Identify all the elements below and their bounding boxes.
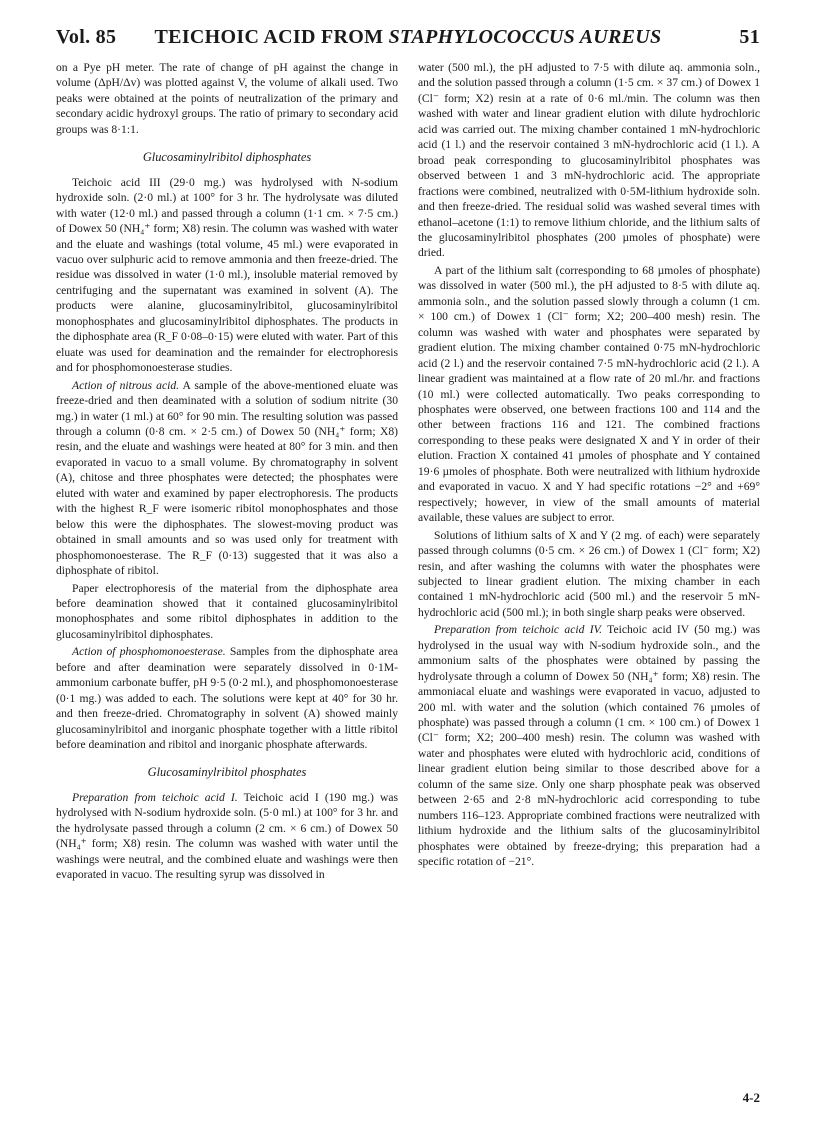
left-column — [56, 60, 398, 883]
run-in-heading: Action of phosphomonoesterase. — [72, 645, 226, 659]
running-header — [56, 26, 760, 52]
paragraph — [56, 378, 398, 579]
run-in-heading: Preparation from teichoic acid IV. — [434, 623, 603, 637]
paragraph: on a Pye pH meter. The rate of change of pH against the change in volume (ΔpH/Δv) was plotted against V, the volume of alkali used. Two peaks were obtained at the points of neutralization of the primary and secondary acidic hydroxyl groups. The ratio of primary to secondary acid groups was 8·1:1. — [56, 61, 398, 136]
page-number: 51 — [739, 26, 760, 48]
run-in-heading: Preparation from teichoic acid I. — [72, 790, 238, 804]
paragraph: Teichoic acid III (29·0 mg.) was hydrolysed with N-sodium hydroxide soln. (2·0 ml.) at 100° for 3 hr. The hydrolysate was diluted with water (12·0 ml.) and passed through a column (1·1 cm. × 7·5 cm.) of Dowex 50 (NH₄⁺ form; X8) resin. The column was washed with water and the eluate and washings (total volume, 45 ml.) were evaporated in vacuo over sulphuric acid to remove ammonia and then freeze-dried. The residue was dissolved in water (1·0 ml.), insoluble material removed by centrifuging and the supernatant was examined in solvent (A). The products were alanine, glucosaminylribitol, glucosaminylribitol monophosphates and glucosaminylribitol diphosphates. The products in the diphosphate area (R_F 0·08–0·15) were eluted with water. Part of this eluate was used for deamination and the remainder for electrophoresis and for phosphomonoesterase studies. — [56, 175, 398, 375]
section-heading: Glucosaminylribitol phosphates — [147, 765, 307, 780]
paragraph: Solutions of lithium salts of X and Y (2 mg. of each) were separately passed through columns (0·5 cm. × 26 cm.) of Dowex 1 (Cl⁻ form; X2) resin, and after washing the columns with water the phosphates were subjected to linear gradient elution. The mixing chamber in each contained 1 mN-hydrochloric acid (500 ml.) and the reservoir 5 mN-hydrochloric acid (500 ml.); in both single sharp peaks were observed. — [418, 528, 760, 619]
paragraph-body: Teichoic acid IV (50 mg.) was hydrolysed in the usual way with N-sodium hydroxide soln., and the ammonium salts of the phosphates were obtained by passing the hydrolysate through a column of Dowex 50 (NH₄⁺ form; X8) resin. The ammoniacal eluate and washings were evaporated in vacuo, adjusted to 200 ml. with water and the solution (which contained 76 µmoles of phosphate) was passed through a column (1 cm. × 100 cm.) of Dowex 1 (Cl⁻ form; X2; 200–400 mesh) resin. The column was washed with water and phosphates were eluted with hydrochloric acid, conditions of linear gradient elution being similar to those described above for a column of the same size. Only one sharp phosphate peak was observed between 2·65 and 2·8 mN-hydrochloric acid corresponding to tube numbers 116–123. Appropriate combined fractions were neutralized with lithium hydroxide and the lithium salts of the glucosaminylribitol phosphates were obtained by freeze-drying; this preparation had a specific rotation of −21°. — [418, 623, 760, 869]
paragraph — [56, 644, 398, 752]
running-title-organism: STAPHYLOCOCCUS AUREUS — [388, 26, 662, 48]
paragraph: A part of the lithium salt (corresponding to 68 µmoles of phosphate) was dissolved in water (500 ml.), the pH adjusted to 8·5 with dilute aq. ammonia soln., and the solution passed slowly through a column (1 cm. × 100 cm.) of Dowex 1 (Cl⁻ form; X2; 200–400 mesh) resin. The column was washed with water and phosphates were separated by gradient elution. The mixing chamber contained 0·75 mN-hydrochloric acid (2 l.) and the reservoir contained 7·5 mN-hydrochloric acid (2 l.). A linear gradient was maintained at a flow rate of 20 ml./hr. and fractions (10 ml.) were collected automatically. Two peaks corresponding to phosphates were observed, one between fractions 100 and 114 and the other between fractions 116 and 121. The combined fractions corresponding to these peaks were designated X and Y in order of their elution. Fraction X contained 41 µmoles of phosphate and Y contained 19·6 µmoles of phosphate. Both were neutralized with lithium hydroxide and evaporated in vacuo. X and Y had specific rotations −2° and +69° respectively; however, in view of the small amounts of material available, these values are subject to error. — [418, 263, 760, 525]
run-in-heading: Action of nitrous acid. — [72, 378, 180, 392]
running-title — [56, 26, 760, 49]
section-heading: Glucosaminylribitol diphosphates — [142, 150, 312, 165]
right-column — [418, 60, 760, 870]
running-title-prefix: TEICHOIC ACID FROM — [154, 26, 389, 48]
paragraph — [418, 622, 760, 869]
paragraph-body: A sample of the above-mentioned eluate was freeze-dried and then deaminated with a solution of sodium nitrite (30 mg.) in water (1 ml.) at 60° for 90 min. The resulting solution was passed through a column (0·8 cm. × 2·5 cm.) of Dowex 50 (NH₄⁺ form; X8) resin, and the eluate and washings were heated at 80° for 3 min. and then evaporated in vacuo to a small volume. By chromatography in solvent (A), chitose and three phosphates were detected; the phosphates were eluted with water and examined by paper electrophoresis. The products with the highest R_F were isomeric ribitol monophosphates and those below this were the diphosphates. The slowest-moving product was obtained in small amounts and so was used only for treatment with phosphomonoesterase. The R_F (0·13) suggested that it was also a diphosphate of ribitol. — [56, 378, 398, 578]
paragraph — [56, 790, 398, 883]
paragraph-body: Teichoic acid I (190 mg.) was hydrolysed with N-sodium hydroxide soln. (5·0 ml.) at 100° for 3 hr. and the hydrolysate passed through a column (2 cm. × 6 cm.) of Dowex 50 (NH₄⁺ form; X8) resin. The column was washed with water until the washings were neutral, and the combined eluate and washings were then evaporated in vacuo. The resulting syrup was dissolved in — [56, 790, 398, 882]
paragraph: Paper electrophoresis of the material from the diphosphate area before deamination showed that it contained glucosaminylribitol monophosphates and some ribitol diphosphates in addition to the glucosaminylribitol diphosphates. — [56, 581, 398, 641]
paragraph-body: Samples from the diphosphate area before and after deamination were separately dissolved in 0·1M-ammonium carbonate buffer, pH 9·5 (0·2 ml.), and phosphomonoesterase (0·1 mg.) was added to each. The solutions were kept at 40° for 30 hr. and then freeze-dried. Chromatography in solvent (A) showed mainly glucosaminylribitol and inorganic phosphate together with a little ribitol before deamination and ribitol and inorganic phosphate afterwards. — [56, 645, 398, 752]
paragraph: water (500 ml.), the pH adjusted to 7·5 with dilute aq. ammonia soln., and the solution passed through a column (1·5 cm. × 37 cm.) of Dowex 1 (Cl⁻ form; X2) resin at a rate of 0·6 ml./min. The column was then washed with water and linear gradient elution with dilute hydrochloric acid was carried out. The mixing chamber contained 1 mN-hydrochloric acid (1 l.) and the reservoir contained 3 mN-hydrochloric acid (1 l.). A broad peak corresponding to glucosaminylribitol phosphates was observed between 1 and 3 mN-hydrochloric acid. The appropriate fractions were combined, neutralized with 0·5M-lithium hydroxide soln. and then freeze-dried. The residual solid was washed several times with ethanol–acetone (1:1) to remove lithium chloride, and the lithium salts of the glucosaminylribitol phosphates (200 µmoles of phosphate) were dried. — [418, 61, 760, 260]
volume-label: Vol. 85 — [56, 26, 117, 48]
signature-mark: 4-2 — [742, 1090, 760, 1105]
